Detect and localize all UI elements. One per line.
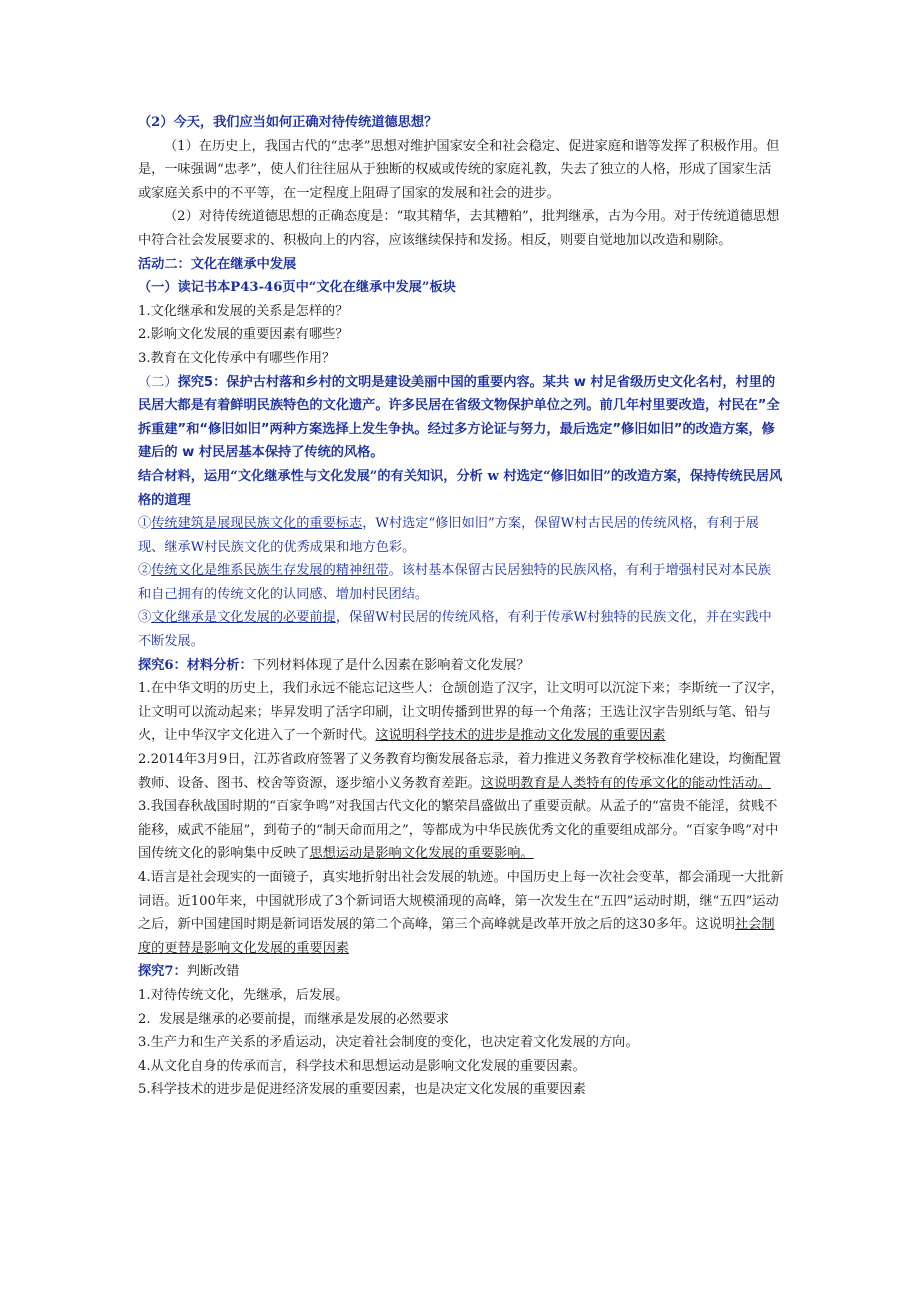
material-4 [138,866,784,960]
material-4-text: 4.语言是社会现实的一面镜子，真实地折射出社会发展的轨迹。中国历史上每一次社会变革，都会涌现一大批新词语。近100年来，中国就形成了3个新词语大规模涌现的高峰，第一次发生在“五四”运动时期，继“五四”运动之后，新中国建国时期是新词语发展的第二个高峰，第三个高峰就是改革开放之后的这30多年。这说明 [138,870,784,933]
explore7-title: 判断改错 [186,964,240,980]
explore6-heading [138,654,784,678]
read-question-2: 2.影响文化发展的重要因素有哪些？ [138,327,349,343]
judgment-4: 4.从文化自身的传承而言，科学技术和思想运动是影响文化发展的重要因素。 [138,1058,586,1074]
explore6-question: 下列材料体现了是什么因素在影响着文化发展？ [252,657,530,673]
q2-answer-2: （2）对待传统道德思想的正确态度是：“取其精华，去其糟粕”，批判继承，古为今用。对于传统道德思想中符合社会发展要求的、积极向上的内容，应该继续保持和发扬。相反，则要自觉地加以改造和剔除。 [138,209,780,248]
answer-2-prefix: ② [138,563,152,579]
judgment-1: 1.对待传统文化，先继承，后发展。 [138,987,349,1003]
answer-3-text: ，保留W村民居的传统风格，有利于传承W村独特的民族文化，并在实践中不断发展。 [138,610,772,650]
material-2-conclusion: 这说明教育是人类特有的传承文化的能动性活动。 [480,775,771,791]
material-1-text: 1.在中华文明的历史上，我们永远不能忘记这些人：仓颉创造了汉字，让文明可以沉淀下来；李斯统一了汉字，让文明可以流动起来；毕昇发明了活字印刷，让文明传播到世界的每一个角落；王选让汉字告别纸与笔、铅与火，让中华汉字文化进入了一个新时代。 [138,681,784,744]
judgment-2: 2. 发展是继承的必要前提，而继承是发展的必然要求 [138,1011,450,1027]
read-heading: （一）读记书本P43-46页中“文化在继承中发展”板块 [138,280,456,296]
answer-1 [138,512,784,559]
explore7-heading [138,960,784,984]
explore6-label: 探究6：材料分析： [138,657,253,673]
material-3-conclusion: 思想运动是影响文化发展的重要影响。 [309,846,534,862]
combine-heading: 结合材料，运用“文化继承性与文化发展”的有关知识，分析 w 村选定“修旧如旧”的改造方案，保持传统民居风格的道理 [138,468,783,508]
answer-1-prefix: ① [138,516,152,532]
material-3-text: 3.我国春秋战国时期的“百家争鸣”对我国古代文化的繁荣昌盛做出了重要贡献。从孟子的“富贵不能淫，贫贱不能移，威武不能屈”，到荀子的“制天命而用之”，等都成为中华民族优秀文化的重要组成部分。“百家争鸣”对中国传统文化的影响集中反映了 [138,799,779,862]
explore5-label: （二） [138,374,178,390]
answer-3-prefix: ③ [138,610,152,626]
answer-2 [138,559,784,606]
explore5-text: 探究5：保护古村落和乡村的文明是建设美丽中国的重要内容。某共 w 村足省级历史文化名村，村里的民居大都是有着鲜明民族特色的文化遗产。许多民居在省级文物保护单位之列。前几年村里要改造，村民在”全拆重建”和“修旧如旧”两种方案选择上发生争执。经过多方论证与努力，最后选定”修旧如旧”的改造方案，修建后的 w 村民居基本保持了传统的风格。 [138,374,780,461]
q2-heading: （2）今天，我们应当如何正确对待传统道德思想？ [138,115,438,130]
answer-1-text: ，W村选定“修旧如旧”方案，保留W村古民居的传统风格，有利于展现、继承W村民族文化的优秀成果和地方色彩。 [138,516,759,555]
explore7-label: 探究7： [138,964,187,980]
judgment-5: 5.科学技术的进步是促进经济发展的重要因素，也是决定文化发展的重要因素 [138,1082,586,1098]
material-3 [138,795,784,866]
explore5-paragraph [138,371,784,465]
read-question-1: 1.文化继承和发展的关系是怎样的？ [138,303,349,319]
material-2-text: 2.2014年3月9日，江苏省政府签署了义务教育均衡发展备忘录，着力推进义务教育学校标准化建设，均衡配置教师、设备、图书、校舍等资源，逐步缩小义务教育差距。 [138,752,782,791]
material-2 [138,748,784,795]
read-question-3: 3.教育在文化传承中有哪些作用？ [138,350,336,366]
answer-1-keypoint: 传统建筑是展现民族文化的重要标志 [151,516,363,532]
document-body [138,111,784,1102]
material-1-conclusion: 这说明科学技术的进步是推动文化发展的重要因素 [375,728,666,744]
answer-2-text: 。该村基本保留古民居独特的民族风格，有利于增强村民对本民族和自己拥有的传统文化的认同感、增加村民团结。 [138,563,771,602]
activity2-title: 活动二：文化在继承中发展 [138,256,297,272]
material-1 [138,677,784,748]
material-4-conclusion: 社会制度的更替是影响文化发展的重要因素 [138,917,775,956]
answer-2-keypoint: 传统文化是维系民族生存发展的精神纽带 [151,563,389,579]
answer-3 [138,606,784,653]
answer-3-keypoint: 文化继承是文化发展的必要前提 [151,610,336,626]
q2-answer-1: （1）在历史上，我国古代的“忠孝”思想对维护国家安全和社会稳定、促进家庭和谐等发挥了积极作用。但是，一味强调“忠孝”，使人们往往屈从于独断的权威或传统的家庭礼教，失去了独立的人格，形成了国家生活或家庭关系中的不平等，在一定程度上阻碍了国家的发展和社会的进步。 [138,138,780,201]
judgment-3: 3.生产力和生产关系的矛盾运动，决定着社会制度的变化，也决定着文化发展的方向。 [138,1035,639,1051]
